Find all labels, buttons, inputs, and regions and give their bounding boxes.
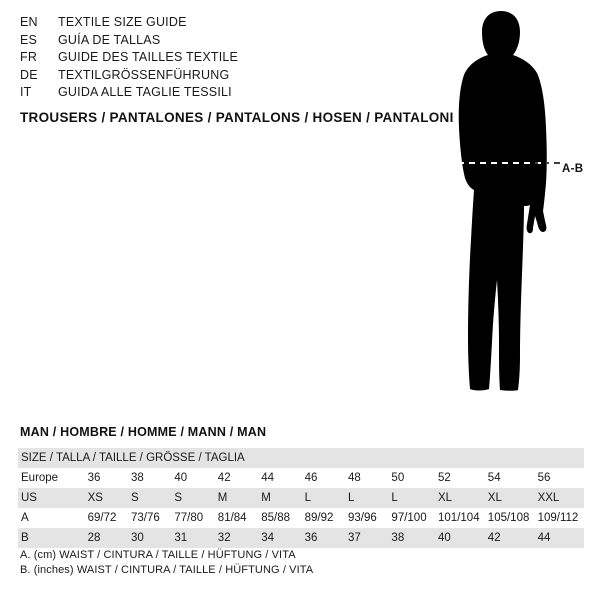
footnote-a: A. (cm) WAIST / CINTURA / TAILLE / HÜFTUNG / VITA bbox=[20, 549, 296, 561]
table-row-label: A bbox=[21, 512, 29, 524]
table-cell: 38 bbox=[130, 472, 144, 484]
table-cell: 77/80 bbox=[174, 512, 204, 524]
table-cell: 31 bbox=[171, 528, 214, 548]
waist-measure-line bbox=[400, 8, 600, 408]
table-cell: 36 bbox=[87, 472, 101, 484]
table-cell: L bbox=[345, 488, 388, 508]
table-row-label: Europe bbox=[21, 472, 59, 484]
table-cell: 34 bbox=[258, 528, 301, 548]
table-row bbox=[18, 448, 584, 468]
table-cell: 40 bbox=[435, 528, 485, 548]
table-cell: 69/72 bbox=[87, 512, 117, 524]
table-cell: 89/92 bbox=[304, 512, 334, 524]
table-cell: XS bbox=[85, 488, 128, 508]
table-cell: XL bbox=[435, 488, 485, 508]
table-cell: 56 bbox=[537, 472, 551, 484]
table-section-label: MAN / HOMBRE / HOMME / MANN / MAN bbox=[20, 425, 267, 439]
table-row bbox=[18, 488, 584, 508]
table-cell: 52 bbox=[438, 472, 451, 484]
figure-illustration bbox=[400, 8, 600, 408]
language-list bbox=[20, 14, 380, 102]
table-cell: 38 bbox=[388, 528, 435, 548]
table-row bbox=[18, 508, 584, 528]
measure-label-ab: A-B bbox=[562, 163, 584, 175]
table-row bbox=[18, 528, 584, 548]
language-row bbox=[20, 32, 380, 50]
table-row-label: SIZE / TALLA / TAILLE / GRÖSSE / TAGLIA bbox=[18, 448, 584, 468]
table-cell: 73/76 bbox=[130, 512, 160, 524]
table-cell: 42 bbox=[485, 528, 535, 548]
table-row bbox=[18, 468, 584, 488]
table-cell: L bbox=[388, 488, 435, 508]
language-text: GUÍA DE TALLAS bbox=[58, 32, 161, 47]
table-cell: 30 bbox=[128, 528, 171, 548]
table-cell: 54 bbox=[487, 472, 501, 484]
table-cell: 81/84 bbox=[217, 512, 247, 524]
table-cell: 37 bbox=[345, 528, 388, 548]
language-row bbox=[20, 84, 380, 102]
language-row bbox=[20, 49, 380, 67]
language-code: DE bbox=[20, 67, 38, 82]
language-code: FR bbox=[20, 50, 38, 64]
table-cell: 93/96 bbox=[348, 512, 377, 524]
table-cell: 42 bbox=[217, 472, 231, 484]
table-cell: S bbox=[128, 488, 171, 508]
category-title: TROUSERS / PANTALONES / PANTALONS / HOSEN / PANTALONI bbox=[20, 110, 454, 125]
table-cell: 105/108 bbox=[487, 512, 530, 524]
table-cell: 48 bbox=[348, 472, 361, 484]
table-cell: XXL bbox=[535, 488, 584, 508]
table-cell: 44 bbox=[261, 472, 274, 484]
table-cell: 50 bbox=[391, 472, 405, 484]
table-cell: 85/88 bbox=[261, 512, 290, 524]
language-code: IT bbox=[20, 85, 32, 99]
language-code: EN bbox=[20, 15, 38, 29]
table-cell: 32 bbox=[215, 528, 258, 548]
table-cell: 46 bbox=[304, 472, 318, 484]
table-cell: 44 bbox=[535, 528, 584, 548]
table-cell: 36 bbox=[302, 528, 345, 548]
table-cell: L bbox=[302, 488, 345, 508]
table-cell: 28 bbox=[85, 528, 128, 548]
table-cell: M bbox=[258, 488, 301, 508]
table-row-label: B bbox=[18, 528, 85, 548]
size-table bbox=[18, 448, 584, 548]
language-text: GUIDE DES TAILLES TEXTILE bbox=[58, 50, 239, 64]
language-row bbox=[20, 67, 380, 85]
table-cell: M bbox=[215, 488, 258, 508]
language-text: TEXTILGRÖSSENFÜHRUNG bbox=[58, 67, 230, 82]
table-row-label: US bbox=[18, 488, 85, 508]
footnote-b: B. (inches) WAIST / CINTURA / TAILLE / HÜFTUNG / VITA bbox=[20, 564, 314, 576]
table-cell: 40 bbox=[174, 472, 188, 484]
table-cell: 101/104 bbox=[438, 512, 480, 524]
language-row bbox=[20, 14, 380, 32]
table-cell: XL bbox=[485, 488, 535, 508]
language-text: GUIDA ALLE TAGLIE TESSILI bbox=[58, 85, 232, 99]
language-code: ES bbox=[20, 32, 38, 47]
language-text: TEXTILE SIZE GUIDE bbox=[58, 15, 187, 29]
footnotes bbox=[20, 548, 313, 578]
table-cell: 97/100 bbox=[391, 512, 427, 524]
table-cell: 109/112 bbox=[537, 512, 579, 524]
table-cell: S bbox=[171, 488, 214, 508]
